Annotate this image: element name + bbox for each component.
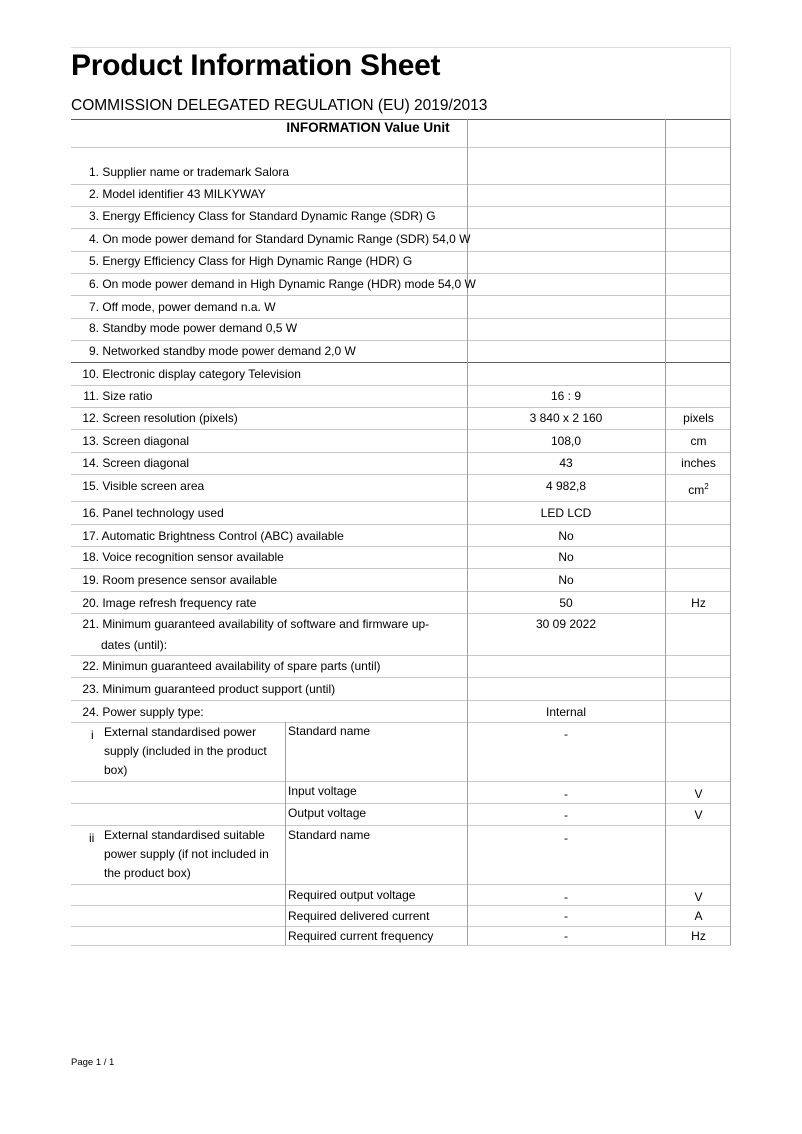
row-value: Internal xyxy=(545,705,587,719)
product-information-sheet xyxy=(71,47,731,947)
subsection-marker: i xyxy=(91,728,94,742)
row-rule xyxy=(71,273,731,274)
table-row: 16. Panel technology used xyxy=(82,506,224,520)
table-row: 17. Automatic Brightness Control (ABC) available xyxy=(82,529,344,543)
subitem-name: Output voltage xyxy=(288,806,367,820)
row-rule xyxy=(71,385,731,386)
subitem-value: - xyxy=(564,808,568,822)
row-value: LED LCD xyxy=(540,506,592,520)
table-row: 22. Minimun guaranteed availability of spare parts (until) xyxy=(82,659,381,673)
subitem-value: - xyxy=(564,890,568,904)
row-rule xyxy=(71,655,731,656)
row-rule xyxy=(71,591,731,592)
row-value: 43 xyxy=(559,456,573,470)
subitem-unit: A xyxy=(694,909,703,923)
row-rule xyxy=(71,884,731,885)
row-rule xyxy=(71,905,731,906)
row-rule xyxy=(71,524,731,525)
row-rule xyxy=(71,568,731,569)
row-label: Minimum guaranteed availability of software and firmware up- xyxy=(102,617,430,631)
row-label: Size ratio xyxy=(102,389,153,403)
table-row: 6. On mode power demand in High Dynamic Range (HDR) mode 54,0 W xyxy=(88,277,476,291)
row-rule xyxy=(71,184,731,185)
table-row: 5. Energy Efficiency Class for High Dynamic Range (HDR) G xyxy=(88,254,413,268)
row-label: Panel technology used xyxy=(102,506,224,520)
subitem-name: Standard name xyxy=(288,724,371,738)
row-rule xyxy=(71,206,731,207)
row-rule xyxy=(71,251,731,252)
row-rule xyxy=(71,546,731,547)
row-rule xyxy=(71,613,731,614)
table-bottom-rule xyxy=(71,945,731,946)
unit-superscript: 2 xyxy=(704,482,709,491)
subitem-value: - xyxy=(564,909,568,923)
table-row: 20. Image refresh frequency rate xyxy=(82,596,257,610)
row-unit: pixels xyxy=(683,411,714,425)
row-rule xyxy=(71,677,731,678)
row-label: Minimun guaranteed availability of spare parts (until) xyxy=(102,659,381,673)
subitem-value: - xyxy=(564,727,568,741)
subitem-value: - xyxy=(564,831,568,845)
row-label: Screen diagonal xyxy=(102,456,190,470)
table-row: 10. Electronic display category Television xyxy=(82,367,301,381)
table-row: 21. Minimum guaranteed availability of software and firmware up- xyxy=(82,617,430,631)
row-label: Networked standby mode power demand 2,0 W xyxy=(102,344,356,358)
row-value: 50 xyxy=(559,596,573,610)
table-row: 11. Size ratio xyxy=(83,389,153,403)
row-label: Off mode, power demand n.a. W xyxy=(102,300,276,314)
subitem-unit: V xyxy=(694,890,703,904)
row-rule xyxy=(71,781,731,782)
subsection-marker: ii xyxy=(89,831,95,845)
page-footer: Page 1 / 1 xyxy=(71,1057,115,1068)
table-row: 18. Voice recognition sensor available xyxy=(82,550,284,564)
table-row: 19. Room presence sensor available xyxy=(82,573,278,587)
table-row: 24. Power supply type: xyxy=(82,705,204,719)
subsection-label: External standardised suitable power supply (if not included in the product box) xyxy=(104,828,269,880)
row-rule xyxy=(71,362,731,363)
table-row: 2. Model identifier 43 MILKYWAY xyxy=(88,187,266,201)
subitem-unit: V xyxy=(694,787,703,801)
row-rule xyxy=(71,926,731,927)
subitem-name: Standard name xyxy=(288,828,371,842)
sheet-right-border xyxy=(730,47,731,119)
subitem-name: Input voltage xyxy=(288,784,357,798)
subitem-name: Required output voltage xyxy=(288,888,416,902)
row-label: Standby mode power demand 0,5 W xyxy=(102,321,298,335)
row-label: Image refresh frequency rate xyxy=(102,596,257,610)
row-unit: inches xyxy=(681,456,716,470)
row-rule xyxy=(71,318,731,319)
row-rule xyxy=(71,295,731,296)
row-rule xyxy=(71,501,731,502)
subitem-unit: V xyxy=(694,808,703,822)
row-value: No xyxy=(558,529,574,543)
row-label: Automatic Brightness Control (ABC) available xyxy=(101,529,344,543)
table-row: 15. Visible screen area xyxy=(82,479,205,493)
table-row: 23. Minimum guaranteed product support (until) xyxy=(82,682,336,696)
row-label: On mode power demand for Standard Dynamic Range (SDR) 54,0 W xyxy=(102,232,471,246)
row-label-continued: dates (until): xyxy=(101,638,168,652)
table-row: 8. Standby mode power demand 0,5 W xyxy=(88,321,298,335)
table-row: 12. Screen resolution (pixels) xyxy=(82,411,238,425)
subitem-value: - xyxy=(564,787,568,801)
row-value: No xyxy=(558,550,574,564)
row-label: On mode power demand in High Dynamic Range (HDR) mode 54,0 W xyxy=(102,277,476,291)
table-header: INFORMATION Value Unit xyxy=(286,120,450,135)
row-label: Supplier name or trademark Salora xyxy=(102,165,290,179)
row-label: Electronic display category Television xyxy=(102,367,301,381)
row-value: 108,0 xyxy=(550,434,582,448)
row-label: Power supply type: xyxy=(102,705,204,719)
row-label: Minimum guaranteed product support (until) xyxy=(102,682,336,696)
row-unit: cm xyxy=(690,434,707,448)
row-label: Energy Efficiency Class for High Dynamic Range (HDR) G xyxy=(102,254,413,268)
row-label: Room presence sensor available xyxy=(102,573,278,587)
row-label: Model identifier 43 MILKYWAY xyxy=(102,187,266,201)
row-rule xyxy=(71,803,731,804)
table-row: 7. Off mode, power demand n.a. W xyxy=(88,300,276,314)
table-row: 3. Energy Efficiency Class for Standard Dynamic Range (SDR) G xyxy=(88,209,436,223)
row-label: Visible screen area xyxy=(102,479,205,493)
table-row: 13. Screen diagonal xyxy=(82,434,190,448)
regulation-subtitle: COMMISSION DELEGATED REGULATION (EU) 2019/2013 xyxy=(71,97,488,114)
row-rule xyxy=(71,429,731,430)
row-label: Screen diagonal xyxy=(102,434,190,448)
row-rule xyxy=(71,147,731,148)
row-rule xyxy=(71,700,731,701)
row-rule xyxy=(71,340,731,341)
row-unit: Hz xyxy=(691,596,706,610)
row-value: 30 09 2022 xyxy=(535,617,597,631)
row-rule xyxy=(71,228,731,229)
row-rule xyxy=(71,407,731,408)
row-label: Screen resolution (pixels) xyxy=(102,411,238,425)
row-rule xyxy=(71,452,731,453)
subitem-name: Required current frequency xyxy=(288,929,434,943)
row-label: Energy Efficiency Class for Standard Dynamic Range (SDR) G xyxy=(102,209,436,223)
page-title: Product Information Sheet xyxy=(71,49,441,82)
subitem-column-divider xyxy=(285,722,286,945)
row-label: Voice recognition sensor available xyxy=(102,550,284,564)
row-rule xyxy=(71,474,731,475)
subsection-label: External standardised power supply (included in the product box) xyxy=(104,725,267,777)
subitem-name: Required delivered current xyxy=(288,909,430,923)
row-unit: $cm^2$ xyxy=(688,482,709,497)
table-row: 9. Networked standby mode power demand 2,0 W xyxy=(88,344,356,358)
subitem-unit: Hz xyxy=(691,929,706,943)
row-value: 16 : 9 xyxy=(550,389,582,403)
table-row: 4. On mode power demand for Standard Dynamic Range (SDR) 54,0 W xyxy=(88,232,471,246)
table-row: 1. Supplier name or trademark Salora xyxy=(88,165,290,179)
row-value: 3 840 x 2 160 xyxy=(529,411,603,425)
table-row: 14. Screen diagonal xyxy=(82,456,190,470)
sheet-top-border xyxy=(71,47,731,48)
subitem-value: - xyxy=(564,929,568,943)
row-value: No xyxy=(558,573,574,587)
row-value: 4 982,8 xyxy=(545,479,587,493)
